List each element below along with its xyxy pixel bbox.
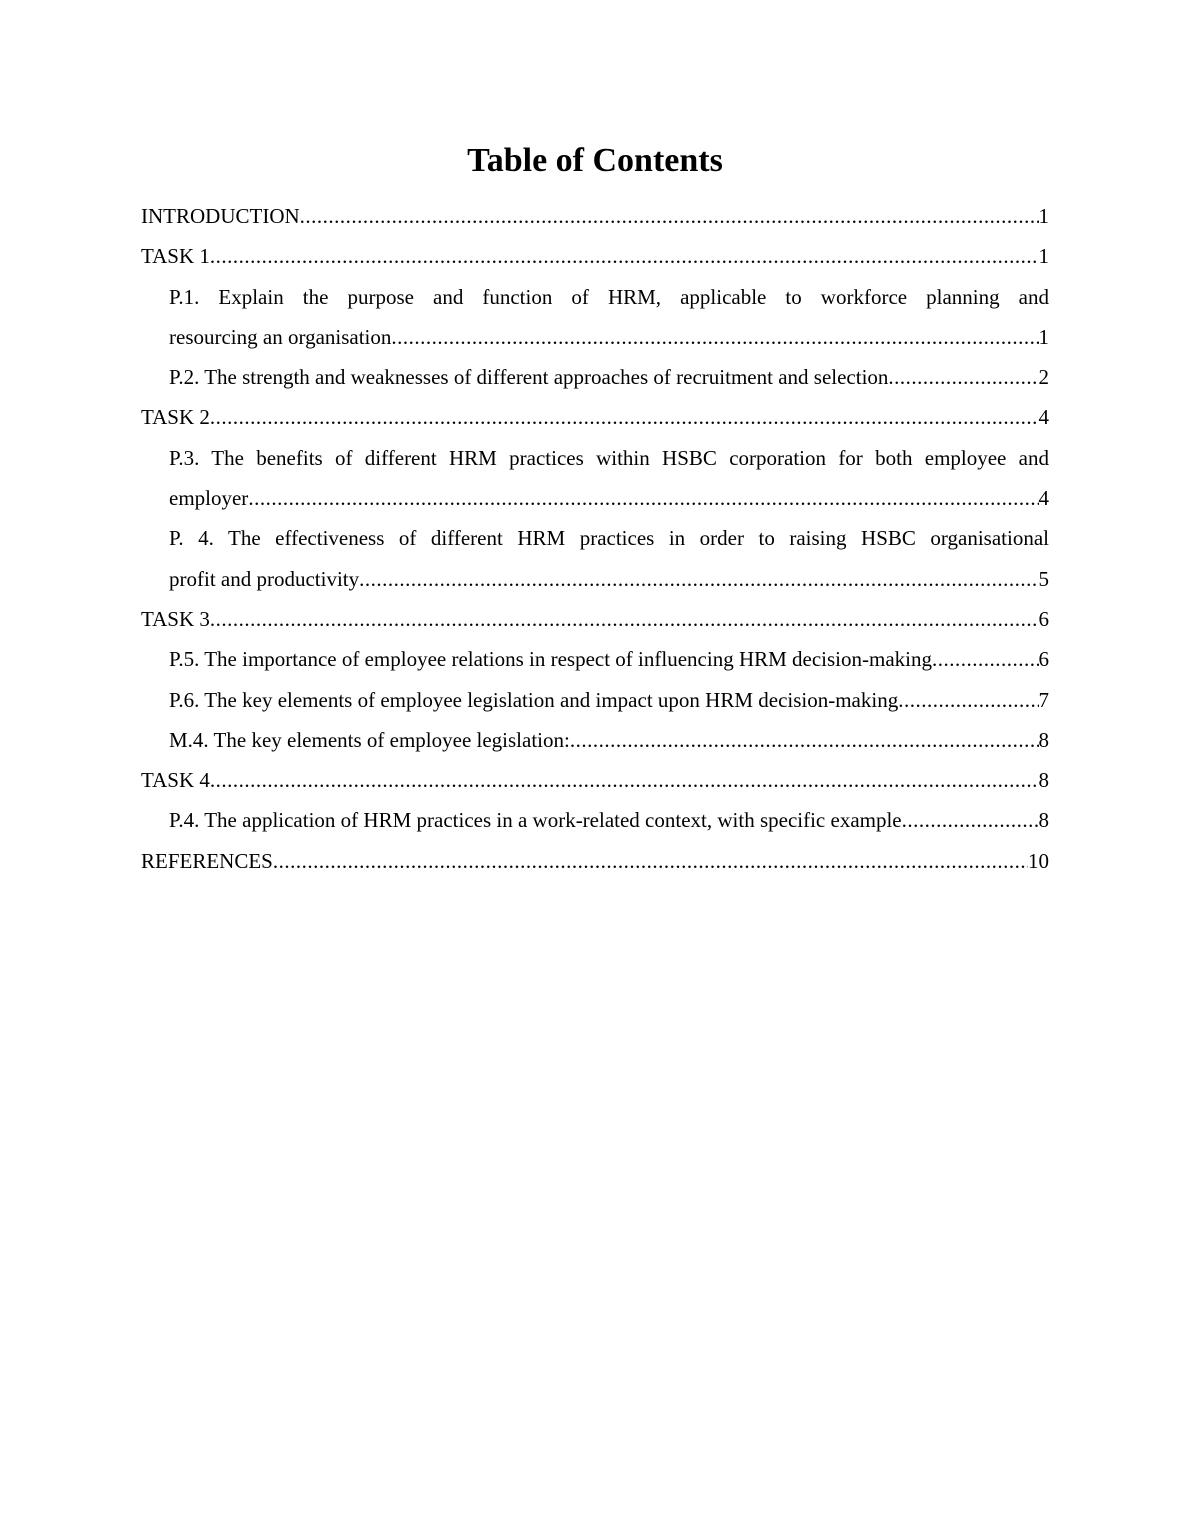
toc-entry-p3[interactable] [141,438,1049,519]
toc-entry-m4[interactable] [141,720,1049,760]
toc-entry-text: INTRODUCTION [141,204,300,228]
toc-entry-text: M.4. The key elements of employee legislation: [169,727,570,752]
toc-entry-text: TASK 4 [141,768,210,793]
toc-entry-p2[interactable] [141,357,1049,397]
toc-list [141,196,1049,881]
toc-entry-p5[interactable] [141,639,1049,679]
toc-page-number: 4 [1038,405,1049,430]
toc-entry-text: resourcing an organisation [169,324,392,349]
toc-entry-text: P.2. The strength and weaknesses of different approaches of recruitment and selection [169,365,889,390]
toc-page-number: 7 [1038,687,1049,712]
toc-entry-references[interactable] [141,841,1049,881]
toc-entry-text: P.5. The importance of employee relations in respect of influencing HRM decision-making [169,647,933,672]
toc-page-number: 10 [1028,848,1049,873]
dot-leader [210,599,1039,639]
toc-page-number: 8 [1038,808,1049,833]
toc-entry-p6[interactable] [141,680,1049,720]
toc-entry-text-line-1: P. 4. The effectiveness of different HRM practices in order to raising HSBC organisational [169,526,1049,551]
toc-entry-p1[interactable] [141,277,1049,358]
toc-page-number: 6 [1038,606,1049,631]
toc-entry-text-line-1: P.3. The benefits of different HRM practices within HSBC corporation for both employee and [169,445,1049,470]
toc-page-number: 8 [1038,727,1049,752]
toc-entry-task-4[interactable] [141,760,1049,800]
dot-leader [391,317,1038,357]
dot-leader [210,760,1039,800]
toc-page-number: 6 [1038,647,1049,672]
toc-entry-text: P.4. The application of HRM practices in a work-related context, with specific example [169,808,902,833]
dot-leader [888,357,1038,397]
dot-leader [932,639,1038,679]
toc-entry-p4-effectiveness[interactable] [141,518,1049,599]
toc-page-number: 5 [1038,566,1049,591]
toc-entry-text: REFERENCES [141,848,273,873]
toc-page-number: 4 [1038,486,1049,511]
toc-entry-text: profit and productivity [169,566,360,591]
toc-entry-introduction[interactable] [141,196,1049,236]
toc-entry-text-line-1: P.1. Explain the purpose and function of HRM, applicable to workforce planning and [169,284,1049,309]
toc-entry-text: TASK 3 [141,606,210,631]
toc-page-number: 1 [1038,204,1049,228]
document-page [141,136,1049,881]
dot-leader [359,559,1038,599]
toc-entry-text: employer [169,486,249,511]
toc-entry-task-3[interactable] [141,599,1049,639]
toc-heading: Table of Contents [467,142,723,179]
dot-leader [300,196,1039,236]
dot-leader [898,680,1038,720]
dot-leader [210,236,1039,276]
dot-leader [273,841,1028,881]
toc-entry-p4-application[interactable] [141,800,1049,840]
toc-entry-text: TASK 2 [141,405,210,430]
dot-leader [210,397,1039,437]
dot-leader [902,800,1039,840]
toc-entry-text: P.6. The key elements of employee legislation and impact upon HRM decision-making [169,687,899,712]
dot-leader [248,478,1038,518]
dot-leader [570,720,1039,760]
toc-page-number: 1 [1038,244,1049,269]
toc-page-number: 1 [1038,324,1049,349]
toc-page-number: 8 [1038,768,1049,793]
toc-entry-task-1[interactable] [141,236,1049,276]
toc-entry-text: TASK 1 [141,244,210,269]
toc-page-number: 2 [1038,365,1049,390]
toc-entry-task-2[interactable] [141,397,1049,437]
